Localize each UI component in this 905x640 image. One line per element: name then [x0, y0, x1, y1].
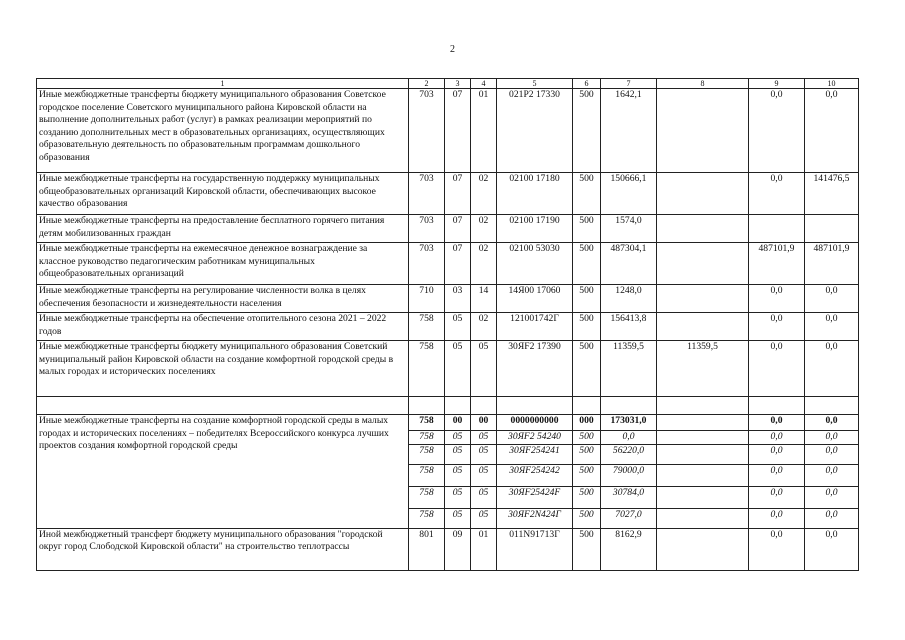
budget-table	[36, 78, 859, 571]
value-cell-c5: 021P2 17330	[497, 89, 573, 173]
value-cell-c7: 1248,0	[601, 285, 657, 313]
sub-cell-c3: 05	[445, 508, 471, 528]
row-description: Иные межбюджетные трансферты на регулирование численности волка в целях обеспечения безопасности и жизнедеятельности населения	[37, 285, 409, 313]
empty-cell	[657, 397, 749, 415]
value-cell-c2: 758	[409, 313, 445, 341]
value-cell-c10: 0,0	[805, 341, 859, 397]
sub-cell-c5: 30ЯF2N424Г	[497, 508, 573, 528]
sub-cell-c8	[657, 486, 749, 508]
sub-cell-c10: 0,0	[805, 486, 859, 508]
value-cell-c7: 11359,5	[601, 341, 657, 397]
value-cell-c4: 02	[471, 215, 497, 243]
value-cell-c5: 02100 17190	[497, 215, 573, 243]
spacer-row	[37, 397, 859, 415]
value-cell-c9: 487101,9	[749, 243, 805, 285]
table-row	[37, 313, 859, 341]
value-cell-c7: 156413,8	[601, 313, 657, 341]
value-cell-c3: 03	[445, 285, 471, 313]
value-cell-c7: 8162,9	[601, 528, 657, 570]
sub-cell-c2: 758	[409, 486, 445, 508]
sub-cell-c5: 30ЯF2 54240	[497, 431, 573, 445]
total-cell-c4: 00	[471, 415, 497, 431]
sub-cell-c8	[657, 444, 749, 464]
value-cell-c7: 150666,1	[601, 173, 657, 215]
empty-cell	[749, 397, 805, 415]
column-header: 3	[445, 79, 471, 89]
page-number: 2	[450, 44, 455, 55]
value-cell-c2: 758	[409, 341, 445, 397]
value-cell-c4: 01	[471, 528, 497, 570]
value-cell-c9: 0,0	[749, 285, 805, 313]
sub-cell-c6: 500	[573, 508, 601, 528]
row-description: Иные межбюджетные трансферты бюджету муниципального образования Советский муниципальный район Кировской области на создание комфортной городской среды в малых городах и исторических поселениях	[37, 341, 409, 397]
column-header: 7	[601, 79, 657, 89]
sub-cell-c8	[657, 431, 749, 445]
sub-cell-c9: 0,0	[749, 486, 805, 508]
empty-cell	[409, 397, 445, 415]
column-header: 9	[749, 79, 805, 89]
value-cell-c6: 500	[573, 341, 601, 397]
value-cell-c2: 703	[409, 243, 445, 285]
row-description: Иные межбюджетные трансферты бюджету муниципального образования Советское городское поселение Советского муниципального района Кировской области на выполнение дополнительных работ (услуг) в рамках реализации мероприятий по созданию дополнительных мест в образовательных организациях, осуществляющих образовательную деятельность по образовательным программам дошкольного образования	[37, 89, 409, 173]
value-cell-c3: 07	[445, 173, 471, 215]
value-cell-c3: 07	[445, 89, 471, 173]
row-description: Иные межбюджетные трансферты на предоставление бесплатного горячего питания детям мобилизованных граждан	[37, 215, 409, 243]
value-cell-c4: 14	[471, 285, 497, 313]
total-cell-c3: 00	[445, 415, 471, 431]
value-cell-c10: 0,0	[805, 313, 859, 341]
total-cell-c6: 000	[573, 415, 601, 431]
value-cell-c10: 487101,9	[805, 243, 859, 285]
sub-cell-c8	[657, 508, 749, 528]
value-cell-c2: 710	[409, 285, 445, 313]
value-cell-c4: 02	[471, 173, 497, 215]
value-cell-c10: 0,0	[805, 285, 859, 313]
row-description: Иные межбюджетные трансферты на государственную поддержку муниципальных общеобразовательных организаций Кировской области, обеспечивающих высокое качество образования	[37, 173, 409, 215]
sub-cell-c9: 0,0	[749, 464, 805, 486]
sub-cell-c5: 30ЯF254242	[497, 464, 573, 486]
sub-cell-c10: 0,0	[805, 444, 859, 464]
value-cell-c8	[657, 173, 749, 215]
column-header: 8	[657, 79, 749, 89]
value-cell-c10	[805, 215, 859, 243]
column-header: 4	[471, 79, 497, 89]
sub-cell-c9: 0,0	[749, 508, 805, 528]
value-cell-c9	[749, 215, 805, 243]
sub-cell-c7: 30784,0	[601, 486, 657, 508]
table-row	[37, 528, 859, 570]
sub-cell-c10: 0,0	[805, 431, 859, 445]
sub-cell-c3: 05	[445, 464, 471, 486]
table-row	[37, 341, 859, 397]
value-cell-c8: 11359,5	[657, 341, 749, 397]
table-row	[37, 285, 859, 313]
value-cell-c2: 703	[409, 173, 445, 215]
sub-cell-c4: 05	[471, 431, 497, 445]
sub-cell-c9: 0,0	[749, 431, 805, 445]
value-cell-c6: 500	[573, 89, 601, 173]
value-cell-c2: 801	[409, 528, 445, 570]
value-cell-c6: 500	[573, 215, 601, 243]
column-header: 2	[409, 79, 445, 89]
column-number-row	[37, 79, 859, 89]
value-cell-c8	[657, 243, 749, 285]
value-cell-c8	[657, 215, 749, 243]
sub-cell-c6: 500	[573, 444, 601, 464]
value-cell-c8	[657, 285, 749, 313]
value-cell-c10: 0,0	[805, 528, 859, 570]
column-header: 1	[37, 79, 409, 89]
value-cell-c2: 703	[409, 215, 445, 243]
empty-cell	[445, 397, 471, 415]
value-cell-c3: 09	[445, 528, 471, 570]
empty-cell	[497, 397, 573, 415]
value-cell-c10: 0,0	[805, 89, 859, 173]
column-header: 5	[497, 79, 573, 89]
value-cell-c10: 141476,5	[805, 173, 859, 215]
value-cell-c8	[657, 528, 749, 570]
sub-cell-c4: 05	[471, 486, 497, 508]
sub-cell-c7: 56220,0	[601, 444, 657, 464]
value-cell-c6: 500	[573, 173, 601, 215]
table-row	[37, 243, 859, 285]
sub-cell-c7: 0,0	[601, 431, 657, 445]
sub-cell-c9: 0,0	[749, 444, 805, 464]
value-cell-c6: 500	[573, 243, 601, 285]
value-cell-c6: 500	[573, 528, 601, 570]
sub-cell-c2: 758	[409, 444, 445, 464]
column-header: 6	[573, 79, 601, 89]
total-cell-c10: 0,0	[805, 415, 859, 431]
sub-cell-c10: 0,0	[805, 508, 859, 528]
table-row	[37, 173, 859, 215]
value-cell-c9: 0,0	[749, 89, 805, 173]
group-total-row	[37, 415, 859, 431]
value-cell-c4: 01	[471, 89, 497, 173]
sub-cell-c5: 30ЯF25424F	[497, 486, 573, 508]
value-cell-c6: 500	[573, 285, 601, 313]
value-cell-c9: 0,0	[749, 313, 805, 341]
value-cell-c3: 05	[445, 313, 471, 341]
value-cell-c3: 05	[445, 341, 471, 397]
value-cell-c6: 500	[573, 313, 601, 341]
value-cell-c5: 121001742Г	[497, 313, 573, 341]
row-description: Иные межбюджетные трансферты на ежемесячное денежное вознаграждение за классное руководство педагогическим работникам муниципальных общеобразовательных организаций	[37, 243, 409, 285]
group-description: Иные межбюджетные трансферты на создание комфортной городской среды в малых городах и исторических поселениях – победителях Всероссийского конкурса лучших проектов создания комфортной городской среды	[37, 415, 409, 529]
total-cell-c9: 0,0	[749, 415, 805, 431]
total-cell-c2: 758	[409, 415, 445, 431]
sub-cell-c6: 500	[573, 464, 601, 486]
empty-cell	[805, 397, 859, 415]
total-cell-c8	[657, 415, 749, 431]
sub-cell-c7: 7027,0	[601, 508, 657, 528]
sub-cell-c6: 500	[573, 431, 601, 445]
sub-cell-c5: 30ЯF254241	[497, 444, 573, 464]
sub-cell-c10: 0,0	[805, 464, 859, 486]
row-description: Иные межбюджетные трансферты на обеспечение отопительного сезона 2021 – 2022 годов	[37, 313, 409, 341]
sub-cell-c4: 05	[471, 464, 497, 486]
value-cell-c5: 02100 53030	[497, 243, 573, 285]
empty-cell	[573, 397, 601, 415]
value-cell-c8	[657, 89, 749, 173]
empty-cell	[601, 397, 657, 415]
sub-cell-c4: 05	[471, 444, 497, 464]
sub-cell-c3: 05	[445, 444, 471, 464]
sub-cell-c2: 758	[409, 431, 445, 445]
sub-cell-c3: 05	[445, 486, 471, 508]
value-cell-c7: 1574,0	[601, 215, 657, 243]
sub-cell-c6: 500	[573, 486, 601, 508]
empty-cell	[471, 397, 497, 415]
total-cell-c7: 173031,0	[601, 415, 657, 431]
value-cell-c9: 0,0	[749, 173, 805, 215]
sub-cell-c4: 05	[471, 508, 497, 528]
value-cell-c9: 0,0	[749, 341, 805, 397]
value-cell-c8	[657, 313, 749, 341]
value-cell-c4: 02	[471, 313, 497, 341]
sub-cell-c8	[657, 464, 749, 486]
value-cell-c3: 07	[445, 243, 471, 285]
value-cell-c5: 14Я00 17060	[497, 285, 573, 313]
sub-cell-c7: 79000,0	[601, 464, 657, 486]
value-cell-c5: 02100 17180	[497, 173, 573, 215]
empty-cell	[37, 397, 409, 415]
sub-cell-c2: 758	[409, 464, 445, 486]
value-cell-c5: 011N91713Г	[497, 528, 573, 570]
column-header: 10	[805, 79, 859, 89]
value-cell-c7: 487304,1	[601, 243, 657, 285]
sub-cell-c2: 758	[409, 508, 445, 528]
value-cell-c9: 0,0	[749, 528, 805, 570]
value-cell-c3: 07	[445, 215, 471, 243]
total-cell-c5: 0000000000	[497, 415, 573, 431]
value-cell-c5: 30ЯF2 17390	[497, 341, 573, 397]
table-row	[37, 215, 859, 243]
sub-cell-c3: 05	[445, 431, 471, 445]
table-row	[37, 89, 859, 173]
row-description: Иной межбюджетный трансферт бюджету муниципального образования "городской округ город Слободской Кировской области" на строительство теплотрассы	[37, 528, 409, 570]
value-cell-c4: 02	[471, 243, 497, 285]
value-cell-c4: 05	[471, 341, 497, 397]
value-cell-c7: 1642,1	[601, 89, 657, 173]
value-cell-c2: 703	[409, 89, 445, 173]
